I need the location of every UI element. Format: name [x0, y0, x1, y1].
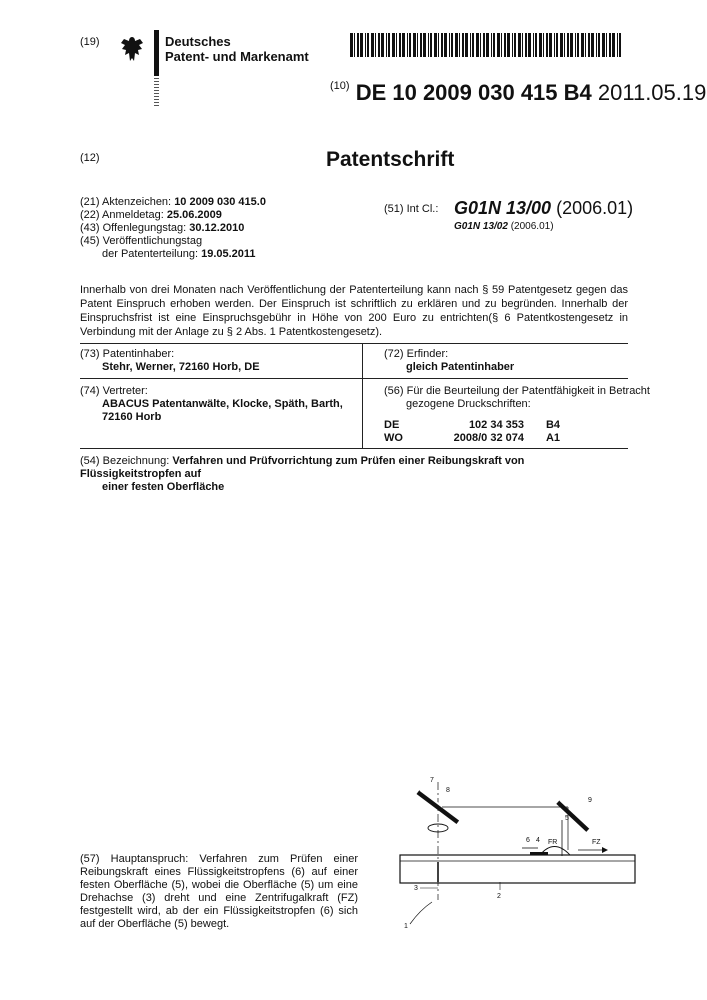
- barcode-bar: [465, 33, 468, 57]
- table-row-rule-left: [80, 378, 362, 379]
- federal-eagle-icon: [118, 34, 146, 64]
- drawing-label-4: 4: [536, 837, 540, 844]
- barcode-bar: [591, 33, 594, 57]
- filing-date-value: 25.06.2009: [166, 209, 222, 221]
- opposition-notice: Innerhalb von drei Monaten nach Veröffentlichung der Patenterteilung kann nach § 59 Patentgesetz gegen das Patent Einspruch erhoben werden. Der Einspruch ist schriftlich zu erklären und zu begründen. Innerhalb der Einspruchsfrist ist eine Einspruchsgebühr in Höhe von 200 Euro zu entrichten(§ 6 Patentkostengesetz in Verbindung mit der Anlage zu § 2 Abs. 1 Patentkostengesetz).: [80, 284, 628, 338]
- barcode-bar: [444, 33, 447, 57]
- barcode-bar: [409, 33, 411, 57]
- ipc-label: (51) Int Cl.:: [384, 203, 439, 215]
- table-row-rule-right: [363, 378, 628, 379]
- grant-date-value: 19.05.2011: [201, 248, 256, 260]
- citation-number: 2008/0 32 074: [453, 432, 524, 444]
- barcode-bar: [501, 33, 502, 57]
- proprietor-label: (73) Patentinhaber:: [80, 348, 175, 360]
- drawing-label-5: 5: [565, 815, 569, 822]
- barcode-bar: [472, 33, 474, 57]
- barcode-bar: [449, 33, 450, 57]
- invention-title-block: [80, 455, 628, 494]
- references-block: [384, 385, 650, 411]
- barcode-bar: [434, 33, 437, 57]
- proprietor-block: [80, 348, 260, 374]
- barcode-bar: [483, 33, 485, 57]
- publication-date: 2011.05.19: [597, 80, 707, 105]
- proprietor-value: Stehr, Werner, 72160 Horb, DE: [102, 361, 260, 373]
- main-claim-text: Verfahren zum Prüfen einer Reibungskraft eines Flüssigkeitstropfens (6) auf einer festen Oberfläche (5), wobei die Oberfläche (5) um eine Drehachse (3) dreht und eine Zentrifugalkraft (FZ) festgestellt wird, ab der ein Flüssigkeitstropfen (6) sich auf der Oberfläche (5) bewegt.: [80, 853, 359, 930]
- application-number-value: 10 2009 030 415.0: [174, 196, 266, 208]
- barcode-bar: [522, 33, 523, 57]
- barcode-bar: [577, 33, 579, 57]
- barcode-bar: [617, 33, 618, 57]
- representative-block: [80, 385, 343, 424]
- representative-line-1: ABACUS Patentanwälte, Klocke, Späth, Barth,: [102, 398, 343, 410]
- citations-table: [384, 419, 560, 445]
- barcode-bar: [381, 33, 384, 57]
- representative-label: (74) Vertreter:: [80, 385, 148, 397]
- office-divider-dots: [154, 78, 159, 106]
- inventor-block: [384, 348, 514, 374]
- drawing-label-1: 1: [404, 923, 408, 930]
- drawing-label-6: 6: [526, 837, 530, 844]
- barcode-bar: [486, 33, 489, 57]
- ipc-main-version: (2006.01): [556, 198, 634, 218]
- barcode-bar: [365, 33, 366, 57]
- barcode-bar: [402, 33, 405, 57]
- citation-number: 102 34 353: [468, 419, 524, 431]
- references-label-2: gezogene Druckschriften:: [406, 398, 531, 410]
- references-label-1: (56) Für die Beurteilung der Patentfähigkeit in Betracht: [384, 385, 650, 397]
- barcode-bar: [354, 33, 355, 57]
- filing-date-row: [80, 209, 222, 222]
- barcode-bar: [512, 33, 513, 57]
- ipc-main: [454, 198, 633, 219]
- barcode-bar: [525, 33, 527, 57]
- barcode-bar: [438, 33, 439, 57]
- table-top-rule: [80, 343, 628, 344]
- grant-date-label-row: [80, 235, 202, 248]
- drawing-label-2: 2: [497, 893, 501, 900]
- barcode-bar: [378, 33, 380, 57]
- ipc-main-class: G01N 13/00: [454, 198, 552, 218]
- grant-date-label-2: der Patenterteilung:: [102, 248, 199, 260]
- barcode-bar: [407, 33, 408, 57]
- application-number-row: [80, 196, 266, 209]
- barcode-bar: [491, 33, 492, 57]
- barcode-bar: [350, 33, 353, 57]
- barcode-bar: [413, 33, 416, 57]
- droplet-holder: [530, 852, 548, 855]
- base-plate: [400, 855, 635, 883]
- table-bottom-rule: [80, 448, 628, 449]
- drawing-label-9: 9: [588, 797, 592, 804]
- drawing-label-8: 8: [446, 787, 450, 794]
- barcode-bar: [602, 33, 605, 57]
- inid-10: (10): [330, 80, 350, 92]
- barcode-bar: [371, 33, 374, 57]
- citation-country: DE: [384, 419, 400, 431]
- right-mirror: [558, 800, 590, 830]
- barcode-bar: [480, 33, 481, 57]
- barcode-bar: [546, 33, 548, 57]
- application-number-label: (21) Aktenzeichen:: [80, 196, 172, 208]
- main-claim-block: [80, 853, 358, 931]
- barcode-bar: [560, 33, 563, 57]
- grant-date-row: [102, 248, 256, 261]
- publication-number-value: DE 10 2009 030 415 B4: [355, 80, 592, 105]
- barcode-bar: [386, 33, 387, 57]
- barcode-bar: [417, 33, 418, 57]
- barcode-bar: [598, 33, 600, 57]
- barcode-bar: [497, 33, 500, 57]
- barcode-bar: [514, 33, 516, 57]
- left-mirror: [418, 790, 460, 822]
- barcode-bar: [556, 33, 558, 57]
- drawing-label-3: 3: [414, 885, 418, 892]
- drawing-label-fz: FZ: [592, 839, 601, 846]
- barcode-bar: [528, 33, 531, 57]
- barcode-bar: [543, 33, 544, 57]
- citation-kind: B4: [545, 419, 560, 431]
- barcode-bar: [462, 33, 464, 57]
- barcode-bar: [459, 33, 460, 57]
- barcode-bar: [585, 33, 586, 57]
- drawing-label-7: 7: [430, 777, 434, 784]
- barcode-bar: [423, 33, 426, 57]
- inventor-label: (72) Erfinder:: [384, 348, 449, 360]
- barcode-bar: [455, 33, 458, 57]
- barcode-bar: [609, 33, 611, 57]
- drawing-label-fr: FR: [548, 839, 558, 846]
- barcode-bar: [588, 33, 590, 57]
- barcode-bar: [612, 33, 615, 57]
- citation-country: WO: [384, 432, 403, 444]
- barcode-bar: [441, 33, 443, 57]
- barcode-icon: [350, 33, 622, 57]
- representative-line-2: 72160 Horb: [102, 411, 162, 423]
- laid-open-date-row: [80, 222, 244, 235]
- inid-12: (12): [80, 152, 100, 164]
- barcode-bar: [564, 33, 565, 57]
- barcode-bar: [360, 33, 363, 57]
- table-row: [384, 432, 560, 445]
- barcode-bar: [504, 33, 506, 57]
- invention-title-line-1: Verfahren und Prüfvorrichtung zum Prüfen einer Reibungskraft von Flüssigkeitstropfen auf: [80, 455, 525, 480]
- grant-date-label-1: (45) Veröffentlichungstag: [80, 235, 203, 247]
- reference-leader-1: [410, 902, 432, 924]
- barcode-bar: [451, 33, 453, 57]
- barcode-bar: [549, 33, 552, 57]
- patent-drawing: [380, 770, 640, 940]
- inventor-value: gleich Patentinhaber: [406, 361, 515, 373]
- laid-open-date-value: 30.12.2010: [189, 222, 245, 234]
- barcode-bar: [399, 33, 401, 57]
- barcode-bar: [535, 33, 537, 57]
- centrifugal-arrow-head: [602, 847, 608, 853]
- citation-kind: A1: [545, 432, 560, 444]
- barcode-bar: [539, 33, 542, 57]
- barcode-bar: [554, 33, 555, 57]
- table-row: [384, 419, 560, 432]
- barcode-bar: [428, 33, 429, 57]
- office-divider-bar: [154, 30, 159, 76]
- barcode-bar: [581, 33, 584, 57]
- ipc-sub: [454, 221, 554, 232]
- inid-19: (19): [80, 36, 100, 48]
- barcode-bar: [619, 33, 621, 57]
- barcode-bar: [476, 33, 479, 57]
- barcode-bar: [357, 33, 359, 57]
- barcode-bar: [606, 33, 607, 57]
- main-claim-label: (57) Hauptanspruch:: [80, 853, 189, 865]
- barcode-bar: [507, 33, 510, 57]
- invention-title-line-2: einer festen Oberfläche: [102, 481, 225, 493]
- barcode-bar: [567, 33, 569, 57]
- barcode-bar: [533, 33, 534, 57]
- barcode-bar: [375, 33, 376, 57]
- barcode-bar: [518, 33, 521, 57]
- document-type-title: Patentschrift: [326, 148, 455, 171]
- ipc-sub-version: (2006.01): [510, 221, 554, 232]
- laid-open-date-label: (43) Offenlegungstag:: [80, 222, 187, 234]
- barcode-bar: [388, 33, 390, 57]
- barcode-bar: [575, 33, 576, 57]
- barcode-bar: [367, 33, 369, 57]
- barcode-bar: [570, 33, 573, 57]
- barcode-bar: [420, 33, 422, 57]
- office-name-line-2: Patent- und Markenamt: [165, 49, 309, 64]
- publication-number: [330, 80, 706, 106]
- filing-date-label: (22) Anmeldetag:: [80, 209, 164, 221]
- barcode-bar: [493, 33, 495, 57]
- barcode-bar: [392, 33, 395, 57]
- barcode-bar: [470, 33, 471, 57]
- table-column-divider: [362, 343, 363, 448]
- barcode-bar: [596, 33, 597, 57]
- office-name-line-1: Deutsches: [165, 34, 231, 49]
- invention-title-label: (54) Bezeichnung:: [80, 455, 170, 467]
- barcode-bar: [430, 33, 432, 57]
- barcode-bar: [396, 33, 397, 57]
- ipc-sub-class: G01N 13/02: [454, 221, 508, 232]
